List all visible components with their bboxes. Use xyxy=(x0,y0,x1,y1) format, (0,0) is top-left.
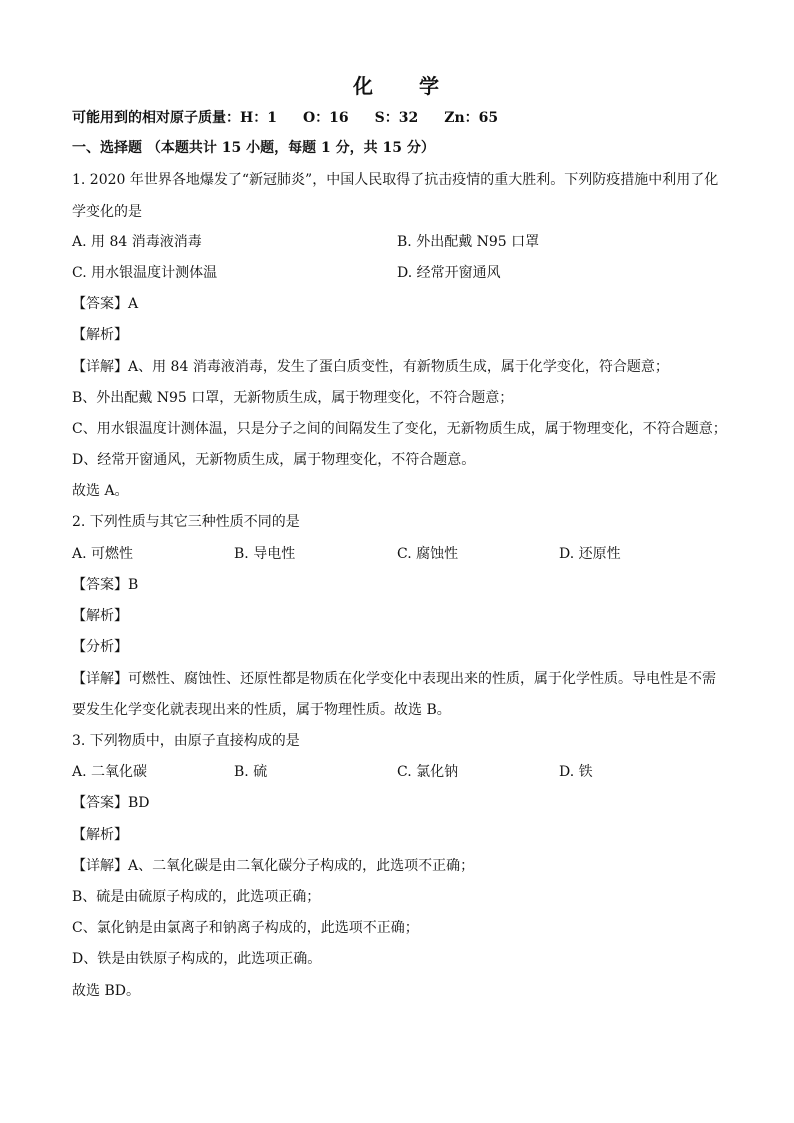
q1-option-c: C. 用水银温度计测体温 xyxy=(72,265,218,281)
q1-detail-3: C、用水银温度计测体温，只是分子之间的间隔发生了变化，无新物质生成，属于物理变化，不符合题意； xyxy=(72,421,727,437)
q3-analysis: 【解析】 xyxy=(72,827,128,843)
q1-detail-4: D、经常开窗通风，无新物质生成，属于物理变化，不符合题意。 xyxy=(72,452,476,468)
q3-option-d: D. 铁 xyxy=(559,764,593,780)
mass-zn: Zn：65 xyxy=(444,110,499,126)
q1-analysis: 【解析】 xyxy=(72,327,128,343)
atomic-mass-line xyxy=(72,108,498,128)
q3-detail-1: 【详解】A、二氧化碳是由二氧化碳分子构成的，此选项不正确； xyxy=(72,858,475,874)
section-heading: 一、选择题 （本题共计 15 小题，每题 1 分，共 15 分） xyxy=(72,140,435,156)
q3-answer: 【答案】BD xyxy=(72,795,150,811)
q2-detail-line2: 要发生化学变化就表现出来的性质，属于物理性质。故选 B。 xyxy=(72,702,451,718)
q2-option-d: D. 还原性 xyxy=(559,546,621,562)
page-title xyxy=(0,70,794,99)
q1-detail-1: 【详解】A、用 84 消毒液消毒，发生了蛋白质变性，有新物质生成，属于化学变化，符合题意； xyxy=(72,359,669,375)
q3-detail-3: C、氯化钠是由氯离子和钠离子构成的，此选项不正确； xyxy=(72,920,419,936)
q1-option-a: A. 用 84 消毒液消毒 xyxy=(72,234,202,250)
mass-s: S：32 xyxy=(374,110,419,126)
q2-stem: 2. 下列性质与其它三种性质不同的是 xyxy=(72,514,300,530)
q2-detail-line1: 【详解】可燃性、腐蚀性、还原性都是物质在化学变化中表现出来的性质，属于化学性质。导电性是不需 xyxy=(72,671,716,687)
q3-option-a: A. 二氧化碳 xyxy=(72,764,148,780)
q2-answer: 【答案】B xyxy=(72,577,139,593)
q1-detail-2: B、外出配戴 N95 口罩，无新物质生成，属于物理变化，不符合题意； xyxy=(72,390,514,406)
q3-stem: 3. 下列物质中，由原子直接构成的是 xyxy=(72,733,300,749)
title-right: 学 xyxy=(419,74,441,98)
q1-option-b: B. 外出配戴 N95 口罩 xyxy=(397,234,540,250)
atomic-mass-label: 可能用到的相对原子质量： xyxy=(72,110,240,126)
q3-option-b: B. 硫 xyxy=(234,764,268,780)
q3-conclusion: 故选 BD。 xyxy=(72,983,140,999)
q3-detail-2: B、硫是由硫原子构成的，此选项正确； xyxy=(72,889,321,905)
title-left: 化 xyxy=(353,74,375,98)
q2-analysis: 【解析】 xyxy=(72,608,128,624)
mass-h: H：1 xyxy=(240,110,277,126)
q1-answer: 【答案】A xyxy=(72,296,139,312)
q2-fenxi: 【分析】 xyxy=(72,639,128,655)
q1-stem-line2: 学变化的是 xyxy=(72,204,142,220)
q1-option-d: D. 经常开窗通风 xyxy=(397,265,501,281)
mass-o: O：16 xyxy=(302,110,349,126)
q3-detail-4: D、铁是由铁原子构成的，此选项正确。 xyxy=(72,951,322,967)
q2-option-b: B. 导电性 xyxy=(234,546,296,562)
q2-option-c: C. 腐蚀性 xyxy=(397,546,459,562)
q1-conclusion: 故选 A。 xyxy=(72,483,129,499)
q3-option-c: C. 氯化钠 xyxy=(397,764,459,780)
q1-stem-line1: 1. 2020 年世界各地爆发了“新冠肺炎”，中国人民取得了抗击疫情的重大胜利。下列防疫措施中利用了化 xyxy=(72,172,719,188)
q2-option-a: A. 可燃性 xyxy=(72,546,134,562)
